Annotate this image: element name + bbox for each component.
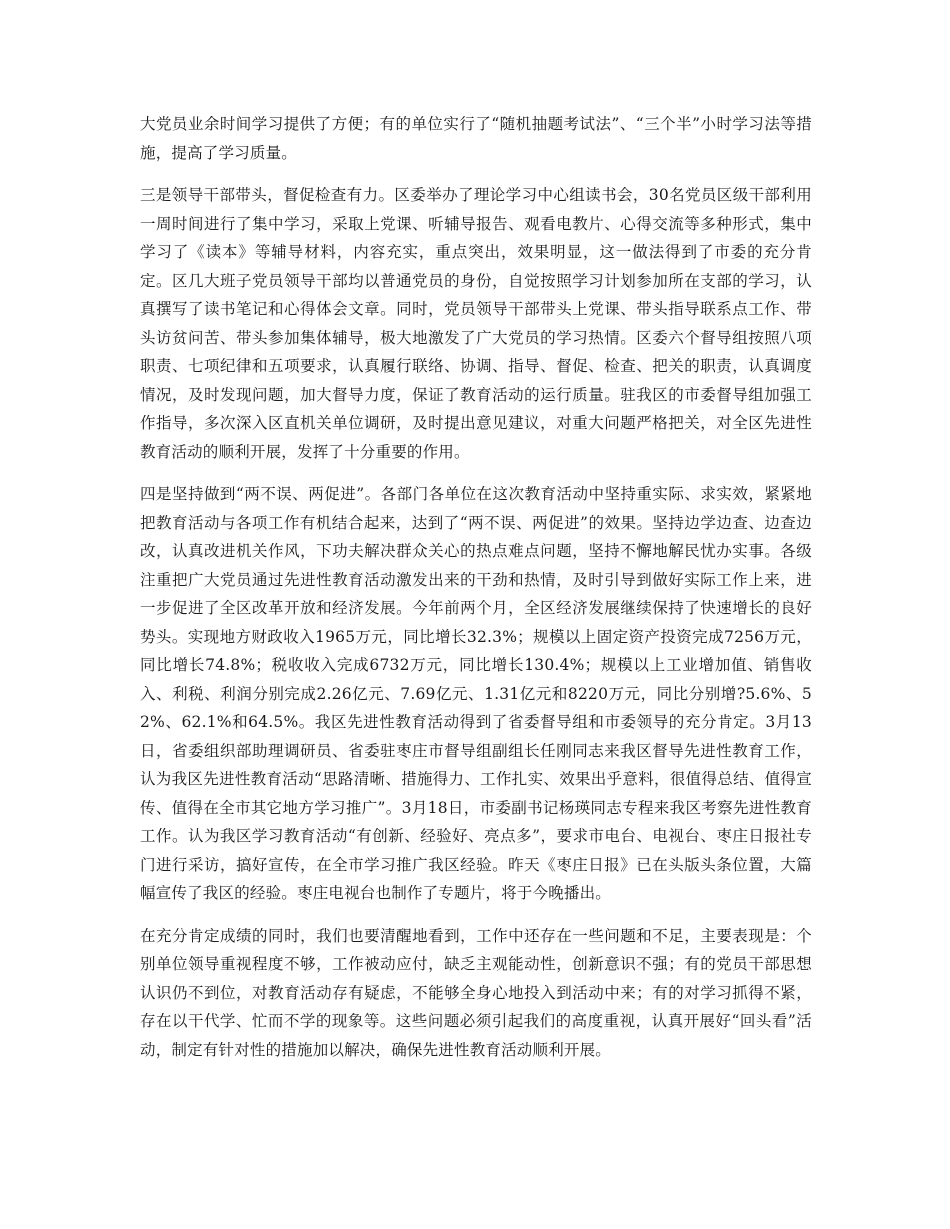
paragraph-leaders-lead: 三是领导干部带头，督促检查有力。区委举办了理论学习中心组读书会，30名党员区级干部利用一周时间进行了集中学习，采取上党课、听辅导报告、观看电教片、心得交流等多种形式，集中学习了《读本》等辅导材料，内容充实，重点突出，效果明显，这一做法得到了市委的充分肯定。区几大班子党员领导干部均以普通党员的身份，自觉按照学习计划参加所在支部的学习，认真撰写了读书笔记和心得体会文章。同时，党员领导干部带头上党课、带头指导联系点工作、带头访贫问苦、带头参加集体辅导，极大地激发了广大党员的学习热情。区委六个督导组按照八项职责、七项纪律和五项要求，认真履行联络、协调、指导、督促、检查、把关的职责，认真调度情况，及时发现问题，加大督导力度，保证了教育活动的运行质量。驻我区的市委督导组加强工作指导，多次深入区直机关单位调研，及时提出意见建议，对重大问题严格把关，对全区先进性教育活动的顺利开展，发挥了十分重要的作用。 — [140, 186, 812, 461]
paragraph-problems: 在充分肯定成绩的同时，我们也要清醒地看到，工作中还存在一些问题和不足，主要表现是：个别单位领导重视程度不够，工作被动应付，缺乏主观能动性，创新意识不强；有的党员干部思想认识仍不到位，对教育活动存有疑虑，不能够全身心地投入到活动中来；有的对学习抓得不紧，存在以干代学、忙而不学的现象等。这些问题必须引起我们的高度重视，认真开展好“回头看”活动，制定有针对性的措施加以解决，确保先进性教育活动顺利开展。 — [140, 926, 812, 1059]
document-page — [140, 110, 812, 1078]
paragraph-two-promotions: 四是坚持做到“两不误、两促进”。各部门各单位在这次教育活动中坚持重实际、求实效，紧紧地把教育活动与各项工作有机结合起来，达到了“两不误、两促进”的效果。坚持边学边查、边查边改，认真改进机关作风，下功夫解决群众关心的热点难点问题，坚持不懈地解民忧办实事。各级注重把广大党员通过先进性教育活动激发出来的干劲和热情，及时引导到做好实际工作上来，进一步促进了全区改革开放和经济发展。今年前两个月，全区经济发展继续保持了快速增长的良好势头。实现地方财政收入1965万元，同比增长32.3%；规模以上固定资产投资完成7256万元，同比增长74.8%；税收收入完成6732万元，同比增长130.4%；规模以上工业增加值、销售收入、利税、利润分别完成2.26亿元、7.69亿元、1.31亿元和8220万元，同比分别增?5.6%、52%、62.1%和64.5%。我区先进性教育活动得到了省委督导组和市委领导的充分肯定。3月13日，省委组织部助理调研员、省委驻枣庄市督导组副组长任刚同志来我区督导先进性教育工作，认为我区先进性教育活动“思路清晰、措施得力、工作扎实、效果出乎意料，很值得总结、值得宣传、值得在全市其它地方学习推广”。3月18日，市委副书记杨瑛同志专程来我区考察先进性教育工作。认为我区学习教育活动“有创新、经验好、亮点多”，要求市电台、电视台、枣庄日报社专门进行采访，搞好宣传，在全市学习推广我区经验。昨天《枣庄日报》已在头版头条位置，大篇幅宣传了我区的经验。枣庄电视台也制作了专题片，将于今晚播出。 — [140, 485, 812, 902]
paragraph-study-convenience: 大党员业余时间学习提供了方便；有的单位实行了“随机抽题考试法”、“三个半”小时学习法等措施，提高了学习质量。 — [140, 115, 812, 162]
